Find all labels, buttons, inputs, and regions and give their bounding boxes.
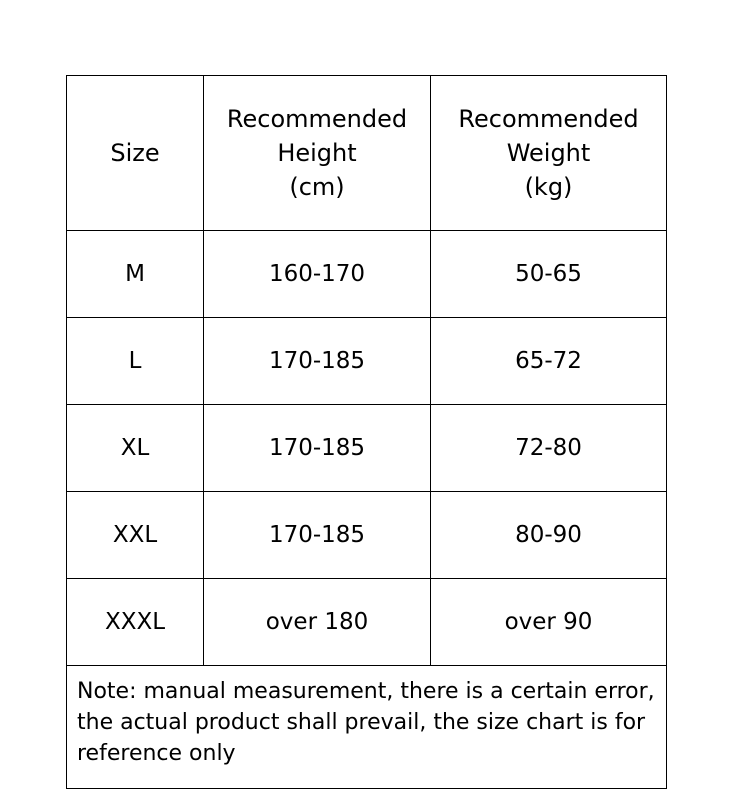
cell-height bbox=[204, 405, 431, 492]
weight-value: 80-90 bbox=[515, 521, 582, 548]
cell-height bbox=[204, 579, 431, 666]
table-note-row bbox=[67, 666, 667, 789]
height-value: 170-185 bbox=[268, 521, 366, 548]
header-weight-line3: (kg) bbox=[524, 173, 573, 202]
table-row bbox=[67, 231, 667, 318]
weight-value: 72-80 bbox=[515, 434, 582, 461]
header-height-line1: Recommended bbox=[226, 104, 408, 133]
table-header-row bbox=[67, 76, 667, 231]
size-value: XL bbox=[120, 434, 150, 461]
header-weight-line1: Recommended bbox=[458, 104, 639, 133]
size-value: L bbox=[128, 347, 142, 374]
height-value: 160-170 bbox=[268, 260, 366, 287]
size-chart-table bbox=[66, 75, 667, 789]
header-height-line3: (cm) bbox=[289, 173, 345, 202]
cell-height bbox=[204, 492, 431, 579]
cell-weight bbox=[431, 492, 667, 579]
height-value: over 180 bbox=[265, 608, 369, 635]
note-cell bbox=[67, 666, 667, 789]
weight-value: 50-65 bbox=[515, 260, 582, 287]
header-height-line2: Height bbox=[277, 138, 357, 167]
weight-value: 65-72 bbox=[515, 347, 582, 374]
table-row bbox=[67, 579, 667, 666]
weight-value: over 90 bbox=[504, 608, 593, 635]
cell-size bbox=[67, 492, 204, 579]
table-row bbox=[67, 405, 667, 492]
size-value: XXL bbox=[112, 521, 158, 548]
table-row bbox=[67, 318, 667, 405]
size-chart-container bbox=[66, 75, 666, 789]
header-cell-weight bbox=[431, 76, 667, 231]
cell-weight bbox=[431, 405, 667, 492]
cell-height bbox=[204, 231, 431, 318]
cell-weight bbox=[431, 231, 667, 318]
size-value: M bbox=[125, 260, 145, 287]
header-cell-height bbox=[204, 76, 431, 231]
header-cell-size bbox=[67, 76, 204, 231]
cell-height bbox=[204, 318, 431, 405]
size-value: XXXL bbox=[104, 608, 166, 635]
height-value: 170-185 bbox=[268, 434, 366, 461]
cell-weight bbox=[431, 318, 667, 405]
note-text: Note: manual measurement, there is a certain error, the actual product shall prevail, the size chart is for reference only bbox=[77, 679, 655, 767]
header-size-label: Size bbox=[110, 138, 160, 167]
cell-weight bbox=[431, 579, 667, 666]
height-value: 170-185 bbox=[268, 347, 366, 374]
table-row bbox=[67, 492, 667, 579]
cell-size bbox=[67, 318, 204, 405]
header-weight-line2: Weight bbox=[506, 138, 591, 167]
cell-size bbox=[67, 579, 204, 666]
cell-size bbox=[67, 405, 204, 492]
cell-size bbox=[67, 231, 204, 318]
